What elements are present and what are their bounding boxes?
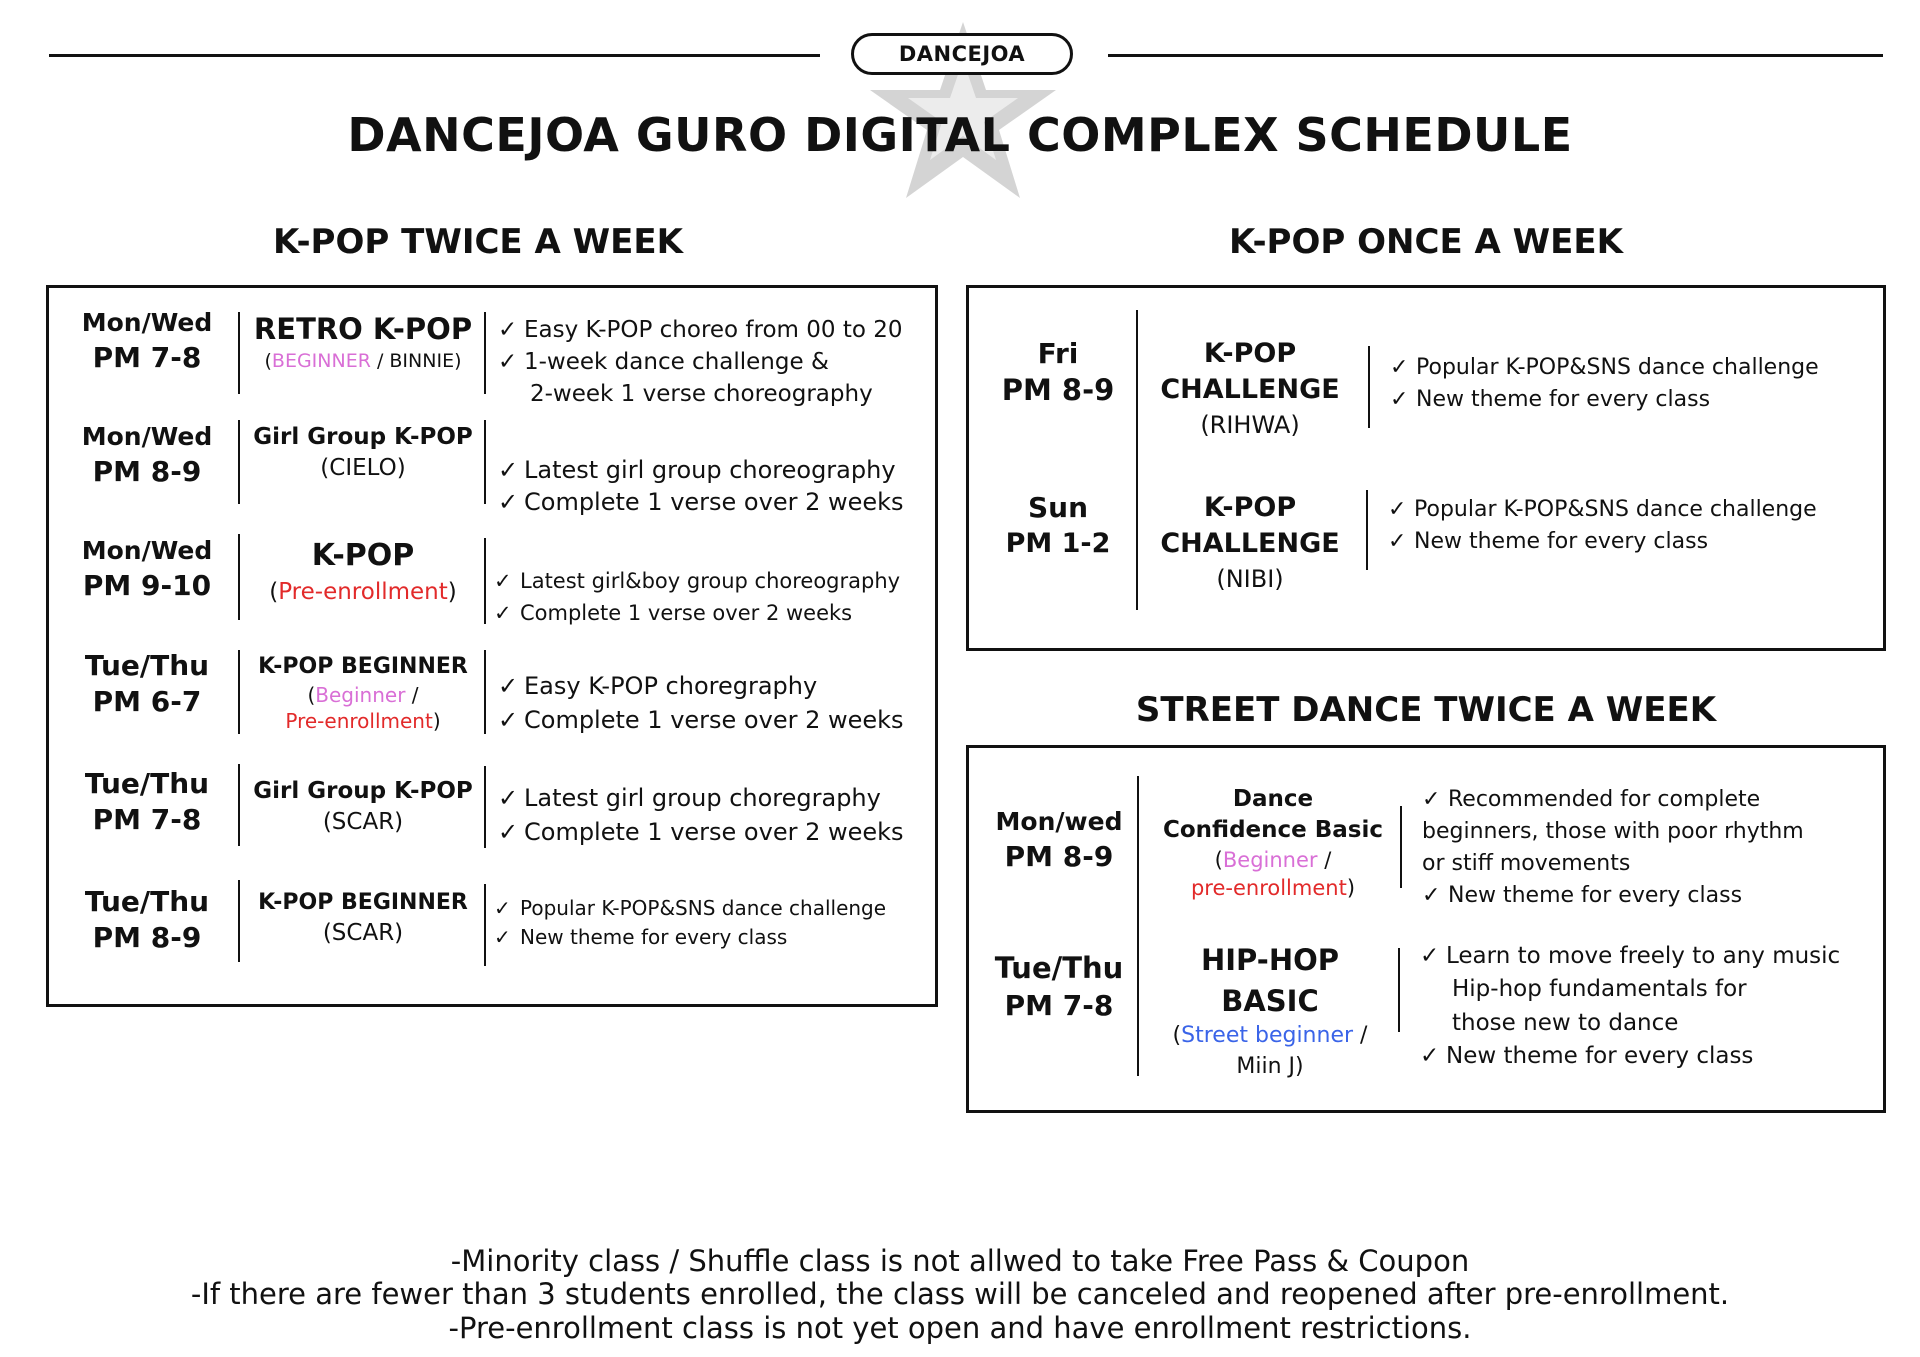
- row-day-time: Mon/wed PM 8-9: [995, 807, 1123, 873]
- check-icon: ✓: [1388, 497, 1407, 522]
- class-description: ✓ Popular K-POP&SNS dance challenge ✓ New theme for every class: [1388, 494, 1817, 558]
- row-day-time: Tue/Thu PM 6-7: [84, 649, 210, 719]
- class-description: ✓ Recommended for complete beginners, those with poor rhythm or stiff movements ✓ New theme for every class: [1422, 784, 1804, 912]
- row-day-time: Tue/Thu PM 7-8: [84, 767, 210, 837]
- note-line: -Pre-enrollment class is not yet open and have enrollment restrictions.: [448, 1310, 1472, 1345]
- check-icon: ✓: [1390, 355, 1409, 380]
- class-girl-group-kpop: Girl Group K-POP (SCAR): [253, 778, 473, 836]
- divider: [1368, 346, 1370, 428]
- row-day-time: Sun PM 1-2: [1005, 491, 1111, 560]
- check-icon: ✓: [498, 456, 519, 484]
- divider: [1400, 806, 1402, 888]
- check-icon: ✓: [498, 672, 519, 700]
- header-rule-right: [1108, 54, 1883, 57]
- footer-notes: [0, 1245, 1920, 1345]
- header-rule-left: [49, 54, 820, 57]
- divider: [1366, 490, 1368, 570]
- divider: [484, 312, 486, 394]
- check-icon: ✓: [1390, 386, 1409, 412]
- class-kpop-beginner: K-POP BEGINNER (SCAR): [258, 890, 468, 946]
- section-title-street: STREET DANCE TWICE A WEEK: [1135, 690, 1717, 730]
- note-line: -If there are fewer than 3 students enrolled, the class will be canceled and reopened after pre-enrollment.: [190, 1277, 1730, 1312]
- row-day-time: Tue/Thu PM 7-8: [994, 951, 1124, 1022]
- divider: [1398, 948, 1400, 1032]
- class-kpop-challenge: K-POP CHALLENGE (NIBI): [1160, 492, 1340, 593]
- row-day-time: Mon/Wed PM 7-8: [81, 308, 213, 374]
- check-icon: ✓: [498, 349, 518, 376]
- section-title-kpop-twice: K-POP TWICE A WEEK: [273, 222, 683, 262]
- class-description: ✓ Easy K-POP choregraphy ✓ Complete 1 verse over 2 weeks: [498, 670, 904, 737]
- row-day-time: Fri PM 8-9: [1001, 337, 1115, 408]
- class-description: ✓ Latest girl&boy group choreography ✓ Complete 1 verse over 2 weeks: [494, 566, 900, 629]
- check-icon: ✓: [494, 896, 511, 920]
- brand-pill: DANCEJOA: [851, 33, 1073, 75]
- divider: [484, 420, 486, 504]
- check-icon: ✓: [1388, 528, 1407, 554]
- divider: [484, 650, 486, 734]
- check-icon: ✓: [498, 784, 519, 812]
- class-description: ✓ Latest girl group choreography ✓ Complete 1 verse over 2 weeks: [498, 454, 904, 519]
- divider: [484, 766, 486, 848]
- check-icon: ✓: [1420, 943, 1440, 969]
- check-icon: ✓: [494, 569, 512, 593]
- check-icon: ✓: [1422, 882, 1441, 908]
- check-icon: ✓: [1422, 787, 1441, 812]
- row-day-time: Mon/Wed PM 9-10: [81, 536, 213, 602]
- class-description: ✓ Popular K-POP&SNS dance challenge ✓ New theme for every class: [494, 894, 886, 952]
- class-description: ✓ Latest girl group choregraphy ✓ Complete 1 verse over 2 weeks: [498, 782, 904, 849]
- check-icon: ✓: [494, 600, 512, 625]
- check-icon: ✓: [1420, 1043, 1440, 1070]
- class-kpop: K-POP (Pre-enrollment): [269, 538, 457, 605]
- class-description: ✓ Learn to move freely to any music Hip-hop fundamentals for those new to dance ✓ New theme for every class: [1420, 940, 1840, 1073]
- row-day-time: Mon/Wed PM 8-9: [81, 422, 213, 488]
- divider: [484, 884, 486, 966]
- class-dance-confidence-basic: Dance Confidence Basic (Beginner / pre-enrollment): [1162, 786, 1384, 901]
- check-icon: ✓: [498, 317, 518, 343]
- divider: [484, 538, 486, 624]
- check-icon: ✓: [498, 488, 519, 517]
- note-line: -Minority class / Shuffle class is not allwed to take Free Pass & Coupon: [450, 1244, 1470, 1278]
- section-title-kpop-once: K-POP ONCE A WEEK: [1229, 222, 1623, 262]
- check-icon: ✓: [494, 925, 511, 949]
- divider: [1136, 310, 1138, 610]
- class-kpop-beginner: K-POP BEGINNER (Beginner / Pre-enrollment): [258, 654, 468, 733]
- divider: [1137, 776, 1139, 1076]
- class-girl-group-kpop: Girl Group K-POP (CIELO): [253, 424, 473, 482]
- class-retro-kpop: RETRO K-POP (BEGINNER / BINNIE): [253, 312, 473, 373]
- check-icon: ✓: [498, 817, 519, 846]
- page-title: DANCEJOA GURO DIGITAL COMPLEX SCHEDULE: [347, 108, 1573, 162]
- check-icon: ✓: [498, 705, 519, 734]
- class-hiphop-basic: HIP-HOP BASIC (Street beginner / Miin J): [1172, 943, 1368, 1079]
- row-day-time: Tue/Thu PM 8-9: [84, 885, 210, 955]
- class-description: ✓ Popular K-POP&SNS dance challenge ✓ New theme for every class: [1390, 352, 1819, 416]
- class-kpop-challenge: K-POP CHALLENGE (RIHWA): [1160, 338, 1340, 439]
- class-description: ✓ Easy K-POP choreo from 00 to 20 ✓ 1-week dance challenge & 2-week 1 verse choreography: [498, 314, 903, 411]
